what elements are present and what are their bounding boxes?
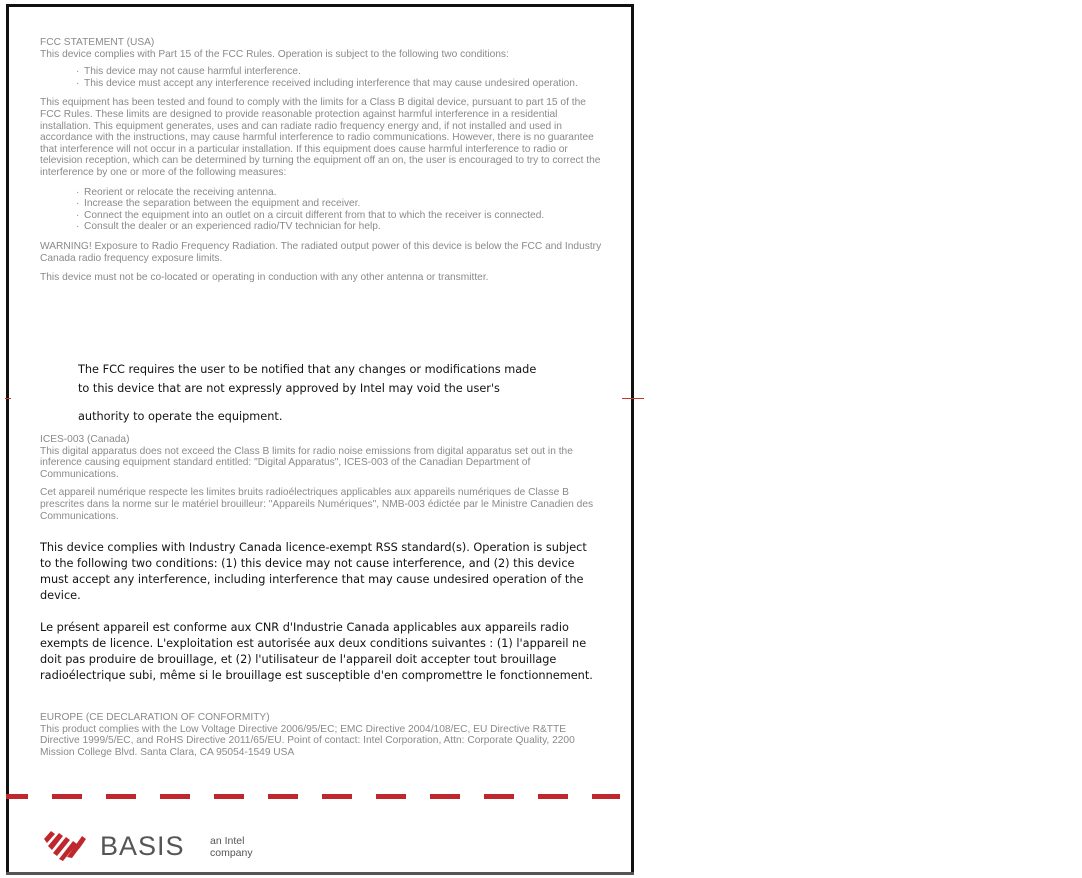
fcc-heading: FCC STATEMENT (USA) (40, 37, 155, 48)
tagline-line: company (210, 847, 253, 859)
cut-dash (214, 794, 244, 799)
page-border-bottom (6, 872, 634, 875)
canada-english: This digital apparatus does not exceed the Class B limits for radio noise emissions from digital apparatus set out in the inference causing equipment standard entitled: "Digital Apparatus", ICES-003 of the Canadian Department of Communications. (40, 445, 573, 480)
basis-tagline (210, 835, 253, 859)
fcc-warning: WARNING! Exposure to Radio Frequency Radiation. The radiated output power of this device is below the FCC and Industry Canada radio frequency exposure limits. (40, 240, 602, 264)
cut-dash (268, 794, 298, 799)
rss-french (40, 620, 600, 684)
page-border-right (631, 4, 634, 874)
canada-french: Cet appareil numérique respecte les limites bruits radioélectriques applicables aux appareils numériques de Classe B prescrites dans la norme sur le matériel brouilleur: "Appareils Numériques", NMB-003 édictée par le Ministre Canadien des Communications. (40, 487, 594, 522)
fcc-paragraph: This equipment has been tested and found to comply with the limits for a Class B digital device, pursuant to part 15 of the FCC Rules. These limits are designed to provide reasonable protection against harmful interference in a residential installation. This equipment generates, uses and can radiate radio frequency energy and, if not installed and used in accordance with the instructions, may cause harmful interference to radio communications. However, there is no guarantee that interference will not occur in a particular installation. If this equipment does cause harmful interference to radio or television reception, which can be determined by turning the equipment off an on, the user is encouraged to try to correct the interference by one or more of the following measures: (40, 97, 601, 178)
canada-section (40, 434, 606, 522)
cut-line (6, 794, 634, 800)
page-border-left (6, 4, 9, 874)
fcc-colocation: This device must not be co-located or operating in conduction with any other antenna or transmitter. (40, 272, 489, 284)
list-item: · Connect the equipment into an outlet on a circuit different from that to which the receiver is connected. (76, 210, 606, 222)
notice-line: to this device that are not expressly approved by Intel may void the user's (78, 382, 500, 395)
fcc-section (40, 37, 606, 284)
europe-heading: EUROPE (CE DECLARATION OF CONFORMITY) (40, 712, 270, 723)
notice-line: authority to operate the equipment. (78, 410, 283, 423)
rss-french-text: Le présent appareil est conforme aux CNR d'Industrie Canada applicables aux appareils radio exempts de licence. L'exploitation est autorisée aux deux conditions suivantes : (1) l'appareil ne doit pas produire de brouillage, et (2) l'utilisateur de l'appareil doit accepter tout brouillage radioélectrique subi, même si le brouillage est susceptible d'en compromettre le fonctionnement. (40, 621, 593, 682)
europe-section (40, 712, 600, 758)
list-item: · Consult the dealer or an experienced radio/TV technician for help. (76, 221, 606, 233)
cut-dash (376, 794, 406, 799)
basis-logo (42, 827, 302, 867)
list-item: · This device may not cause harmful interference. (76, 66, 606, 78)
list-item: · Increase the separation between the equipment and receiver. (76, 198, 606, 210)
basis-heart-stripes-icon (42, 827, 88, 863)
fcc-conditions-list (40, 66, 606, 89)
cut-tick-right (622, 398, 644, 399)
basis-wordmark: BASIS (100, 831, 185, 861)
rss-english (40, 540, 600, 604)
cut-dash (6, 794, 28, 799)
cut-dash (592, 794, 620, 799)
fcc-intro: This device complies with Part 15 of the FCC Rules. Operation is subject to the following two conditions: (40, 48, 509, 60)
rss-english-text: This device complies with Industry Canada licence-exempt RSS standard(s). Operation is subject to the following two conditions: (1) this device may not cause interference, and (2) this device must accept any interference, including interference that may cause undesired operation of the device. (40, 541, 587, 602)
list-item: · Reorient or relocate the receiving antenna. (76, 187, 606, 199)
cut-dash (484, 794, 514, 799)
canada-heading: ICES-003 (Canada) (40, 434, 130, 445)
list-item: · This device must accept any interference received including interference that may cause undesired operation. (76, 78, 606, 90)
fcc-measures-list (40, 187, 606, 233)
cut-tick-left (5, 398, 11, 399)
cut-dash (52, 794, 82, 799)
cut-dash (160, 794, 190, 799)
europe-text: This product complies with the Low Voltage Directive 2006/95/EC; EMC Directive 2004/108/EC, EU Directive R&TTE Directive 1999/5/EC, and RoHS Directive 2011/65/EU. Point of contact: Intel Corporation, Attn: Corporate Quality, 2200 Mission College Blvd. Santa Clara, CA 95054-1549 USA (40, 723, 575, 758)
cut-dash (106, 794, 136, 799)
cut-dash (538, 794, 568, 799)
cut-dash (430, 794, 460, 799)
cut-dash (322, 794, 352, 799)
notice-line: The FCC requires the user to be notified that any changes or modifications made (78, 363, 537, 376)
tagline-line: an Intel (210, 835, 245, 847)
fcc-modification-notice (78, 362, 598, 425)
page-border-top (6, 4, 634, 7)
